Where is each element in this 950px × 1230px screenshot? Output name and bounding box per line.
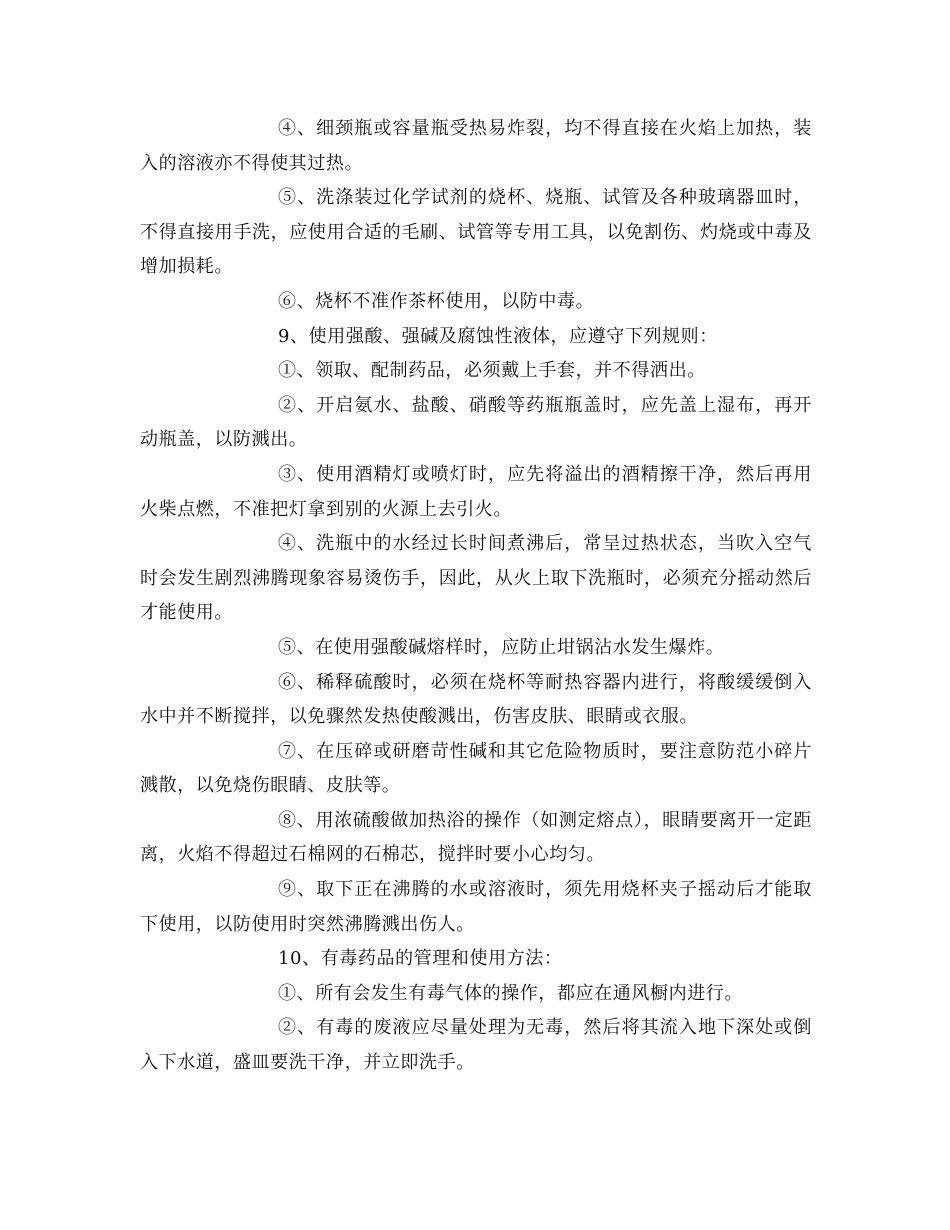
document-body — [140, 112, 812, 1081]
paragraph: ②、有毒的废液应尽量处理为无毒，然后将其流入地下深处或倒入下水道，盛皿要洗干净，并立即洗手。 — [140, 1017, 812, 1074]
paragraph: ⑥、稀释硫酸时，必须在烧杯等耐热容器内进行，将酸缓缓倒入水中并不断搅拌，以免骤然发热使酸溅出，伤害皮肤、眼睛或衣服。 — [140, 671, 812, 728]
paragraph: ①、领取、配制药品，必须戴上手套，并不得洒出。 — [278, 360, 706, 382]
section-heading: 10、有毒药品的管理和使用方法： — [278, 948, 563, 970]
paragraph: ⑤、洗涤装过化学试剂的烧杯、烧瓶、试管及各种玻璃器皿时，不得直接用手洗，应使用合适的毛刷、试管等专用工具，以免割伤、灼烧或中毒及增加损耗。 — [140, 187, 812, 278]
paragraph: ④、细颈瓶或容量瓶受热易炸裂，均不得直接在火焰上加热，装入的溶液亦不得使其过热。 — [140, 118, 812, 174]
paragraph: ④、洗瓶中的水经过长时间煮沸后，常呈过热状态，当吹入空气时会发生剧烈沸腾现象容易烫伤手，因此，从火上取下洗瓶时，必须充分摇动然后才能使用。 — [140, 533, 812, 624]
paragraph: ②、开启氨水、盐酸、硝酸等药瓶瓶盖时，应先盖上湿布，再开动瓶盖，以防溅出。 — [140, 394, 812, 451]
paragraph: ⑨、取下正在沸腾的水或溶液时，须先用烧杯夹子摇动后才能取下使用，以防使用时突然沸腾溅出伤人。 — [140, 879, 812, 935]
paragraph: ⑤、在使用强酸碱熔样时，应防止坩锅沾水发生爆炸。 — [278, 636, 725, 658]
paragraph: ⑥、烧杯不准作茶杯使用，以防中毒。 — [278, 290, 595, 312]
section-heading: 9、使用强酸、强碱及腐蚀性液体，应遵守下列规则： — [278, 325, 718, 347]
paragraph: ③、使用酒精灯或喷灯时，应先将溢出的酒精擦干净，然后再用火柴点燃，不准把灯拿到别的火源上去引火。 — [140, 463, 812, 520]
paragraph: ⑧、用浓硫酸做加热浴的操作（如测定熔点），眼睛要离开一定距离，火焰不得超过石棉网的石棉芯，搅拌时要小心均匀。 — [140, 809, 812, 866]
paragraph: ⑦、在压碎或研磨苛性碱和其它危险物质时，要注意防范小碎片溅散，以免烧伤眼睛、皮肤等。 — [140, 740, 812, 797]
paragraph: ①、所有会发生有毒气体的操作，都应在通风橱内进行。 — [278, 982, 743, 1004]
